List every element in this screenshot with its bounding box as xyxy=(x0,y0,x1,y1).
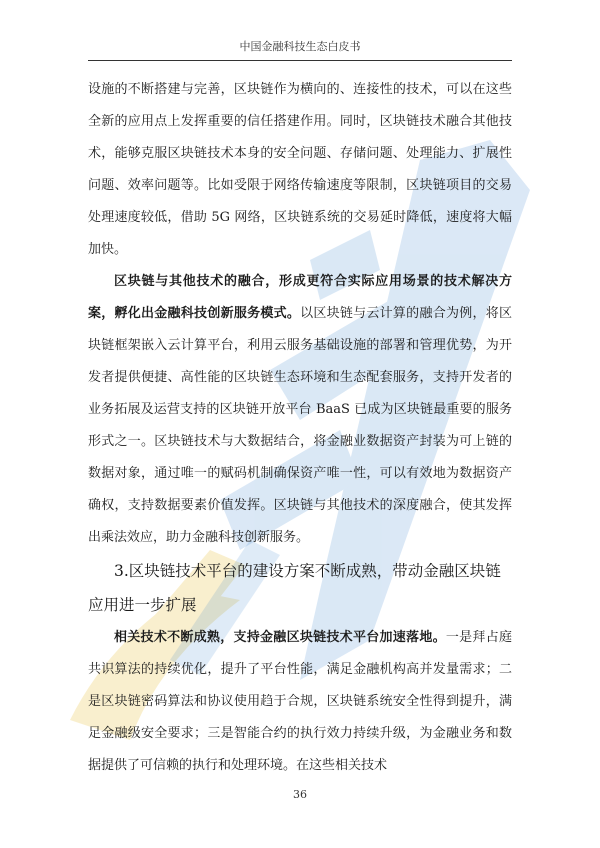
paragraph-2: 区块链与其他技术的融合，形成更符合实际应用场景的技术解决方案，孵化出金融科技创新服务模式。以区块链与云计算的融合为例，将区块链框架嵌入云计算平台，利用云服务基础设施的部署和管理优势，为开发者提供便捷、高性能的区块链生态环境和生态配套服务，支持开发者的业务拓展及运营支持的区块链开放平台 BaaS 已成为区块链最重要的服务形式之一。区块链技术与大数据结合，将金融业数据资产封装为可上链的数据对象，通过唯一的赋码机制确保资产唯一性，可以有效地为数据资产确权，支持数据要素价值发挥。区块链与其他技术的深度融合，使其发挥出乘法效应，助力金融科技创新服务。 xyxy=(88,274,512,545)
paragraph-3-lead: 相关技术不断成熟，支持金融区块链技术平台加速落地。 xyxy=(114,630,446,645)
paragraph-3: 相关技术不断成熟，支持金融区块链技术平台加速落地。一是拜占庭共识算法的持续优化，提升了平台性能，满足金融机构高并发量需求；二是区块链密码算法和协议使用趋于合规，区块链系统安全性得到提升，满足金融级安全要求；三是智能合约的执行效力持续升级，为金融业务和数据提供了可信赖的执行和处理环境。在这些相关技术 xyxy=(88,630,512,773)
running-header: 中国金融科技生态白皮书 xyxy=(88,38,512,61)
page-number: 36 xyxy=(293,788,307,801)
section-heading: 3.区块链技术平台的建设方案不断成熟，带动金融区块链应用进一步扩展 xyxy=(88,562,501,614)
paragraph-2-lead: 区块链与其他技术的融合，形成更符合实际应用场景的技术解决方案，孵化出金融科技创新服务模式。 xyxy=(88,274,512,321)
page-body xyxy=(88,74,512,782)
paragraph-1: 设施的不断搭建与完善，区块链作为横向的、连接性的技术，可以在这些全新的应用点上发挥重要的信任搭建作用。同时，区块链技术融合其他技术，能够克服区块链技术本身的安全问题、存储问题、处理能力、扩展性问题、效率问题等。比如受限于网络传输速度等限制，区块链项目的交易处理速度较低，借助 5G 网络，区块链系统的交易延时降低，速度将大幅加快。 xyxy=(88,82,512,257)
